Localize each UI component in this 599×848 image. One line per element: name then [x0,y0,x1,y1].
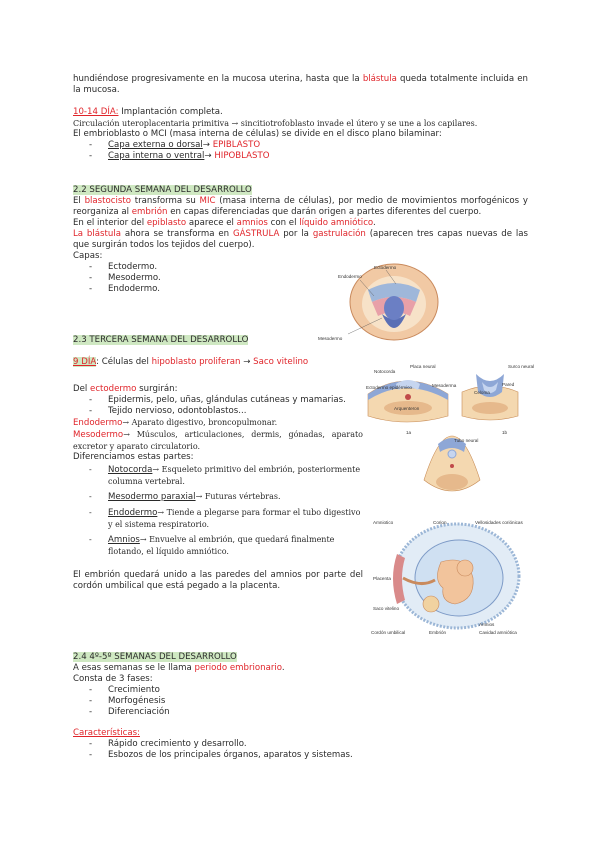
svg-text:Corion: Corion [433,520,447,525]
label-mesodermo: Mesodermo [318,336,343,341]
week-2-section [73,185,528,295]
svg-text:1b: 1b [502,430,508,435]
list-item: - Morfogénesis [89,696,166,706]
svg-text:Placa neural: Placa neural [410,364,436,369]
week-2-paragraph: El blastocisto transforma su MIC (masa interna de células), por medio de movimientos morfogénicos y reorganiza al embrión en capas diferenciadas que darán origen a partes diferentes del cuerpo. [73,196,528,217]
week-2-heading: 2.2 SEGUNDA SEMANA DEL DESARROLLO [73,185,252,195]
label-endodermo: Endodermo [338,274,362,279]
list-item: - Epidermis, pelo, uñas, glándulas cutáneas y mamarias. [89,395,346,405]
svg-text:Amnios: Amnios [479,622,495,627]
day-9-line: 9 DÍA: Células del hipoblasto proliferan → Saco vitelino [73,357,309,367]
list-item: - Endodermo→ Tiende a plegarse para formar el tubo digestivo y el sistema respiratorio. [89,508,361,529]
saco-vitelino [423,596,439,612]
circulation-line: Circulación uteroplacentaria primitiva → sincitiotrofoblasto invade el útero y se une a los capilares. [73,119,478,128]
svg-text:Amniotico: Amniotico [373,520,394,525]
label-ectodermo: Ectodermo [374,265,397,270]
capas-label: Capas: [73,251,103,261]
list-item: - Rápido crecimiento y desarrollo. [89,739,247,749]
list-item: - Diferenciación [89,707,170,717]
diferenciamos-line: Diferenciamos estas partes: [73,452,194,462]
svg-text:Tubo neural: Tubo neural [454,438,479,443]
week-45-heading: 2.4 4º-5º SEMANAS DEL DESARROLLO [73,652,237,662]
svg-text:Pared: Pared [502,382,515,387]
list-item: - Tejido nervioso, odontoblastos... [89,406,247,416]
list-item: - Mesodermo paraxial→ Futuras vértebras. [89,492,281,502]
svg-text:Placenta: Placenta [373,576,391,581]
gastrula-paragraph: La blástula ahora se transforma en GÁSTRULA por la gastrulación (aparecen tres capas nuevas de las que surgirán todos los tejidos del cuerpo). [73,229,528,250]
svg-text:Notocorda: Notocorda [374,369,396,374]
final-paragraph: El embrión quedará unido a las paredes del amnios por parte del cordón umbilical que está pegado a la placenta. [73,570,363,591]
caracteristicas-label: Características: [73,728,140,738]
intro-paragraph: hundiéndose progresivamente en la mucosa uterina, hasta que la blástula queda totalmente incluida en la mucosa. [73,74,528,95]
svg-text:Celoma: Celoma [474,390,490,395]
svg-text:Surco neural: Surco neural [508,364,535,369]
meso-line: Mesodermo→ Músculos, articulaciones, dermis, gónadas, aparato excretor y aparato circulatorio. [73,430,363,451]
day-10-14-section [73,107,528,162]
list-item: - Ectodermo. [89,262,158,272]
week-3-heading: 2.3 TERCERA SEMANA DEL DESARROLLO [73,335,249,345]
svg-text:Mesoderma: Mesoderma [432,383,457,388]
day-10-14-title: 10-14 DÍA: Implantación completa. [73,107,223,117]
embrioblasto-line: El embrioblasto o MCI (masa interna de células) se divide en el disco plano bilaminar: [73,129,442,139]
list-item: - Notocorda→ Esqueleto primitivo del embrión, posteriormente columna vertebral. [89,465,361,486]
periodo-line: A esas semanas se le llama periodo embrionario. [73,663,285,673]
list-item: - Crecimiento [89,685,160,695]
svg-text:Saco vitelino: Saco vitelino [373,606,400,611]
week-45-section [73,652,528,761]
svg-text:Cordón umbilical: Cordón umbilical [371,630,406,635]
list-item: - Amnios→ Envuelve al embrión, que quedará finalmente flotando, el líquido amniótico. [89,535,335,556]
fases-line: Consta de 3 fases: [73,674,153,684]
yolk [384,296,404,320]
list-item: - Capa interna o ventral→ HIPOBLASTO [89,151,270,161]
svg-text:Cavidad amniótica: Cavidad amniótica [479,630,517,635]
amnios-line: En el interior del epiblasto aparece el amnios con el líquido amniótico. [73,218,376,228]
list-item: - Endodermo. [89,284,160,294]
svg-text:Arquenteron: Arquenteron [394,406,420,411]
svg-text:Vellosidades coriónicas: Vellosidades coriónicas [475,520,523,525]
svg-text:Ectodermo epidérmico: Ectodermo epidérmico [366,385,412,390]
endo-line: Endodermo→ Aparato digestivo, broncopulmonar. [73,418,278,428]
gastrula-figure [312,262,440,344]
tubo-neural [448,450,456,458]
list-item: - Capa externa o dorsal→ EPIBLASTO [89,140,261,150]
embryo-amnios-figure [371,518,529,638]
list-item: - Esbozos de los principales órganos, aparatos y sistemas. [89,750,353,760]
svg-text:1a: 1a [406,430,412,435]
neural-tube-figure [366,362,535,514]
ecto-line: Del ectodermo surgirán: [73,384,178,394]
svg-text:Embrión: Embrión [429,630,447,635]
list-item: - Mesodermo. [89,273,161,283]
week-3-body [73,384,363,592]
